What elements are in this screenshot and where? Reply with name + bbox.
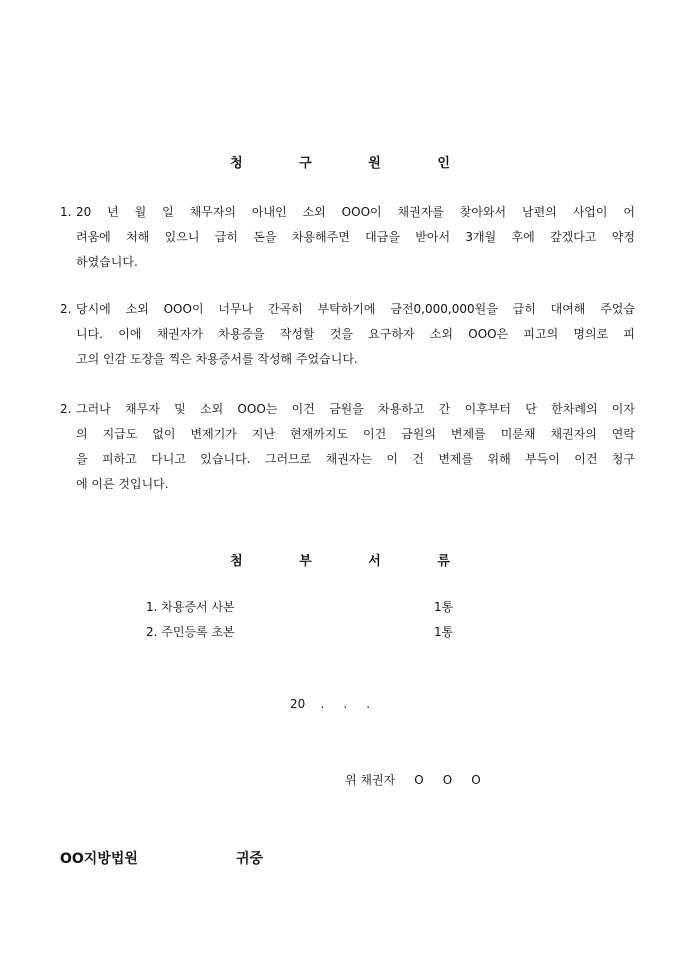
paragraph-line: 을 피하고 다니고 있습니다. 그러므로 채권자는 이 건 변제를 위해 부득이 이건 청구 <box>76 452 635 466</box>
paragraph-line: 니다. 이에 채권자가 차용증을 작성할 것을 요구하자 소외 OOO은 피고의 명의로 피 <box>76 327 635 341</box>
court-name: OO지방법원 <box>60 851 138 867</box>
attachment-item <box>146 623 456 641</box>
paragraph-line: 에 이른 것입니다. <box>76 477 169 491</box>
paragraph-line: 하였습니다. <box>76 255 138 269</box>
paragraph-number: 2. <box>60 302 72 316</box>
paragraph-line <box>60 200 635 225</box>
paragraph-number: 1. <box>60 205 72 219</box>
paragraph-text: 그러나 채무자 및 소외 OOO는 이건 금원을 차용하고 간 이후부터 단 한차례의 이자 <box>76 402 635 416</box>
court-suffix: 귀중 <box>236 851 264 867</box>
attachment-count: 1통 <box>434 625 454 639</box>
attachments-title: 첨 부 서 류 <box>230 554 476 569</box>
claim-paragraph-1 <box>60 200 635 275</box>
attachment-label: 2. 주민등록 초본 <box>146 625 235 639</box>
claim-reason-title: 청 구 원 인 <box>230 156 476 171</box>
paragraph-line <box>60 397 635 422</box>
document-date: 20 . . . <box>290 697 371 711</box>
claim-paragraph-3 <box>60 397 635 497</box>
attachment-label: 1. 차용증서 사본 <box>146 600 235 614</box>
attachment-item <box>146 598 456 616</box>
paragraph-text: 20 년 월 일 채무자의 아내인 소외 OOO이 채권자를 찾아와서 남편의 사업이 어 <box>76 205 635 219</box>
paragraph-text: 당시에 소외 OOO이 너무나 간곡히 부탁하기에 금전0,000,000원을 급히 대여해 주었습 <box>76 302 635 316</box>
paragraph-line: 려움에 처해 있으니 급히 돈을 차용해주면 대금을 받아서 3개월 후에 갚겠다고 약정 <box>76 230 635 244</box>
paragraph-line: 의 지급도 없이 변제기가 지난 현재까지도 이건 금원의 변제를 미룬채 채권자의 연락 <box>76 427 635 441</box>
paragraph-number: 2. <box>60 402 72 416</box>
attachment-count: 1통 <box>434 600 454 614</box>
paragraph-line: 고의 인감 도장을 찍은 차용증서를 작성해 주었습니다. <box>76 352 358 366</box>
creditor-signature-line: 위 채권자 O O O <box>345 773 481 787</box>
claim-paragraph-2 <box>60 297 635 372</box>
paragraph-line <box>60 297 635 322</box>
